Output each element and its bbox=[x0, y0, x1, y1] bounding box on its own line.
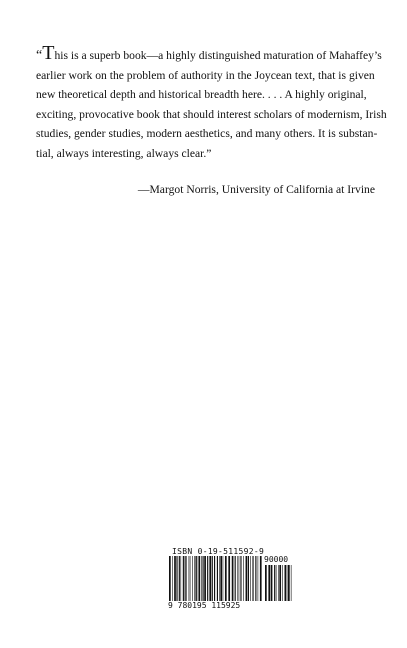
ean-number: 9 780195 115925 bbox=[168, 601, 241, 610]
open-quote: “ bbox=[36, 48, 43, 63]
blurb-line-4: exciting, provocative book that should interest scholars of modernism, Irish bbox=[36, 107, 387, 121]
drop-cap: T bbox=[42, 42, 55, 64]
blurb-line-6: tial, always interesting, always clear.” bbox=[36, 146, 212, 160]
barcode-bars bbox=[168, 556, 262, 601]
blurb-line-5: studies, gender studies, modern aesthetics, and many others. It is substan- bbox=[36, 127, 378, 140]
isbn-barcode bbox=[168, 547, 293, 613]
blurb-line-2: earlier work on the problem of authority in the Joycean text, that is given bbox=[36, 68, 375, 82]
review-blurb bbox=[36, 42, 387, 163]
supplement-barcode-bars bbox=[264, 565, 292, 601]
isbn-label: ISBN 0-19-511592-9 bbox=[172, 547, 265, 556]
blurb-line-3: new theoretical depth and historical breadth here. . . . A highly original, bbox=[36, 88, 367, 101]
blurb-attribution: —Margot Norris, University of California at Irvine bbox=[137, 183, 375, 196]
blurb-line-1 bbox=[36, 42, 382, 66]
price-code: 90000 bbox=[264, 555, 289, 564]
blurb-first-line-text: his is a superb book—a highly distinguished maturation of Mahaffey’s bbox=[54, 49, 382, 62]
